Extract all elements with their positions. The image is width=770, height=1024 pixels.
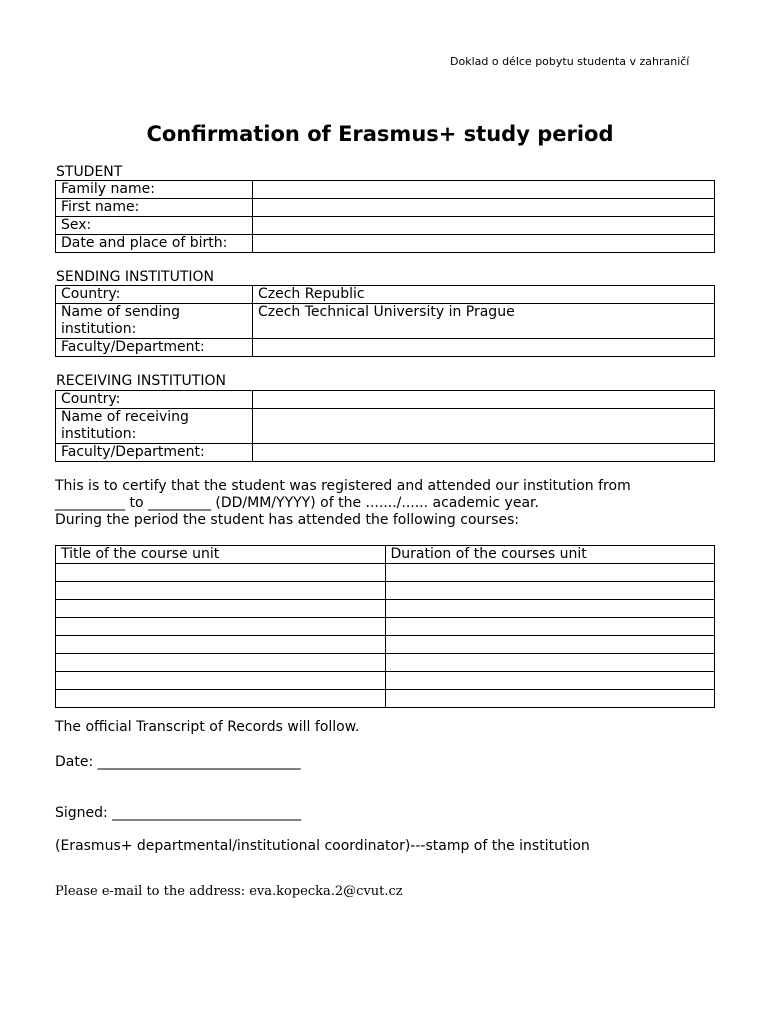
sending-name-label: Name of sending institution: bbox=[56, 304, 253, 339]
table-row bbox=[56, 286, 715, 304]
table-row bbox=[56, 391, 715, 409]
course-title-cell[interactable] bbox=[56, 564, 386, 582]
course-title-cell[interactable] bbox=[56, 672, 386, 690]
table-row bbox=[56, 235, 715, 253]
table-row bbox=[56, 409, 715, 444]
sending-country-value: Czech Republic bbox=[253, 286, 715, 304]
table-row bbox=[56, 654, 715, 672]
sending-country-label: Country: bbox=[56, 286, 253, 304]
student-table bbox=[55, 180, 715, 253]
sending-faculty-field[interactable] bbox=[253, 339, 715, 357]
certify-line-1: This is to certify that the student was registered and attended our institution from bbox=[55, 478, 631, 494]
sending-heading: SENDING INSTITUTION bbox=[56, 269, 215, 285]
student-heading: STUDENT bbox=[56, 164, 123, 180]
table-row bbox=[56, 181, 715, 199]
course-title-cell[interactable] bbox=[56, 636, 386, 654]
table-row bbox=[56, 217, 715, 235]
birth-field[interactable] bbox=[253, 235, 715, 253]
sending-name-value: Czech Technical University in Prague bbox=[253, 304, 715, 339]
table-row bbox=[56, 199, 715, 217]
receiving-name-label: Name of receiving institution: bbox=[56, 409, 253, 444]
first-name-field[interactable] bbox=[253, 199, 715, 217]
course-duration-cell[interactable] bbox=[385, 672, 715, 690]
course-duration-cell[interactable] bbox=[385, 600, 715, 618]
table-row bbox=[56, 444, 715, 462]
transcript-note: The official Transcript of Records will follow. bbox=[55, 719, 360, 735]
family-name-field[interactable] bbox=[253, 181, 715, 199]
table-row bbox=[56, 636, 715, 654]
course-duration-cell[interactable] bbox=[385, 690, 715, 708]
email-note: Please e-mail to the address: eva.kopecka.2@cvut.cz bbox=[55, 884, 403, 899]
course-duration-header: Duration of the courses unit bbox=[385, 546, 715, 564]
receiving-country-field[interactable] bbox=[253, 391, 715, 409]
table-row bbox=[56, 672, 715, 690]
signed-line[interactable]: Signed: ___________________________ bbox=[55, 805, 302, 821]
receiving-country-label: Country: bbox=[56, 391, 253, 409]
sending-table bbox=[55, 285, 715, 357]
course-title-header: Title of the course unit bbox=[56, 546, 386, 564]
course-title-cell[interactable] bbox=[56, 600, 386, 618]
course-title-cell[interactable] bbox=[56, 654, 386, 672]
courses-table bbox=[55, 545, 715, 708]
table-row bbox=[56, 582, 715, 600]
receiving-faculty-label: Faculty/Department: bbox=[56, 444, 253, 462]
table-header-row bbox=[56, 546, 715, 564]
receiving-table bbox=[55, 390, 715, 462]
coordinator-line: (Erasmus+ departmental/institutional coordinator)---stamp of the institution bbox=[55, 838, 590, 854]
date-line[interactable]: Date: _____________________________ bbox=[55, 754, 301, 770]
course-duration-cell[interactable] bbox=[385, 564, 715, 582]
certify-line-3: During the period the student has attended the following courses: bbox=[55, 512, 520, 528]
course-title-cell[interactable] bbox=[56, 582, 386, 600]
page-title: Confirmation of Erasmus+ study period bbox=[146, 122, 614, 146]
table-row bbox=[56, 339, 715, 357]
table-row bbox=[56, 564, 715, 582]
table-row bbox=[56, 618, 715, 636]
course-duration-cell[interactable] bbox=[385, 618, 715, 636]
certify-line-2: __________ to _________ (DD/MM/YYYY) of the ......./...... academic year. bbox=[55, 495, 539, 511]
course-title-cell[interactable] bbox=[56, 690, 386, 708]
header-note: Doklad o délce pobytu studenta v zahraničí bbox=[450, 55, 690, 68]
table-row bbox=[56, 690, 715, 708]
receiving-faculty-field[interactable] bbox=[253, 444, 715, 462]
sex-label: Sex: bbox=[56, 217, 253, 235]
sending-faculty-label: Faculty/Department: bbox=[56, 339, 253, 357]
course-duration-cell[interactable] bbox=[385, 582, 715, 600]
table-row bbox=[56, 600, 715, 618]
family-name-label: Family name: bbox=[56, 181, 253, 199]
first-name-label: First name: bbox=[56, 199, 253, 217]
course-duration-cell[interactable] bbox=[385, 636, 715, 654]
sex-field[interactable] bbox=[253, 217, 715, 235]
course-title-cell[interactable] bbox=[56, 618, 386, 636]
table-row bbox=[56, 304, 715, 339]
receiving-heading: RECEIVING INSTITUTION bbox=[56, 373, 226, 389]
receiving-name-field[interactable] bbox=[253, 409, 715, 444]
birth-label: Date and place of birth: bbox=[56, 235, 253, 253]
course-duration-cell[interactable] bbox=[385, 654, 715, 672]
